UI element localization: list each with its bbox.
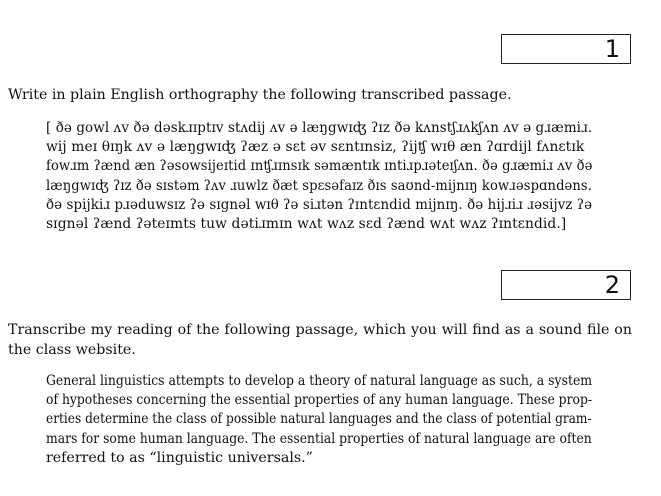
exercise-number: 2 [604, 271, 620, 299]
passage-line: fowɹm ʔænd æn ʔəsowsijeɪtid ɪnʧɹɪnsɪk səmæntɪk ɪntiɹpɹəteɪʃʌn. ðə gɹæmiɹ ʌv ðə [46, 158, 593, 175]
passage-line: erties determine the class of possible natural languages and the class of potential gram- [46, 411, 592, 428]
passage-line: læŋgwɪʤ ʔɪz ðə sɪstəm ʔʌv ɹuwlz ðæt spɛsəfaɪz ðɪs saʊnd-mijnɪŋ kowɹəspɑndəns. [46, 177, 593, 194]
reading-passage [46, 372, 592, 468]
exercise-number-box [501, 34, 631, 64]
exercise-number: 1 [604, 35, 620, 63]
passage-line: referred to as “linguistic universals.” [46, 449, 313, 466]
passage-line: General linguistics attempts to develop a theory of natural language as such, a system [46, 373, 593, 389]
exercise-instruction: Transcribe my reading of the following passage, which you will find as a sound file on the class website. [8, 322, 632, 358]
passage-line: of hypotheses concerning the essential properties of any human language. These prop- [46, 392, 593, 409]
passage-line: [ ðə gowl ʌv ðə dəskɹɪptɪv stʌdij ʌv ə læŋgwɪʤ ʔɪz ðə kʌnstʃɹʌkʃʌn ʌv ə gɹæmiɹ. [46, 120, 593, 136]
transcribed-passage [46, 119, 592, 234]
passage-line: ðə spijkiɹ pɹəduwsɪz ʔə sɪgnəl wɪθ ʔə siɹtən ʔɪntɛndid mijnɪŋ. ðə hijɹiɹ ɹəsijvz ʔə [46, 196, 593, 213]
exercise-number-box [501, 270, 631, 300]
passage-line: wij meɪ θɪŋk ʌv ə læŋgwɪʤ ʔæz ə sɛt əv sɛntɪnsiz, ʔijʧ wɪθ æn ʔɑrdijl fʌnɛtɪk [46, 139, 585, 156]
exercise-instruction: Write in plain English orthography the following transcribed passage. [8, 87, 512, 103]
passage-line: mars for some human language. The essential properties of natural language are often [46, 430, 592, 447]
passage-line: sɪgnəl ʔænd ʔəteɪmts tuw dətiɹmɪn wʌt wʌz sɛd ʔænd wʌt wʌz ʔɪntɛndid.] [46, 216, 567, 233]
